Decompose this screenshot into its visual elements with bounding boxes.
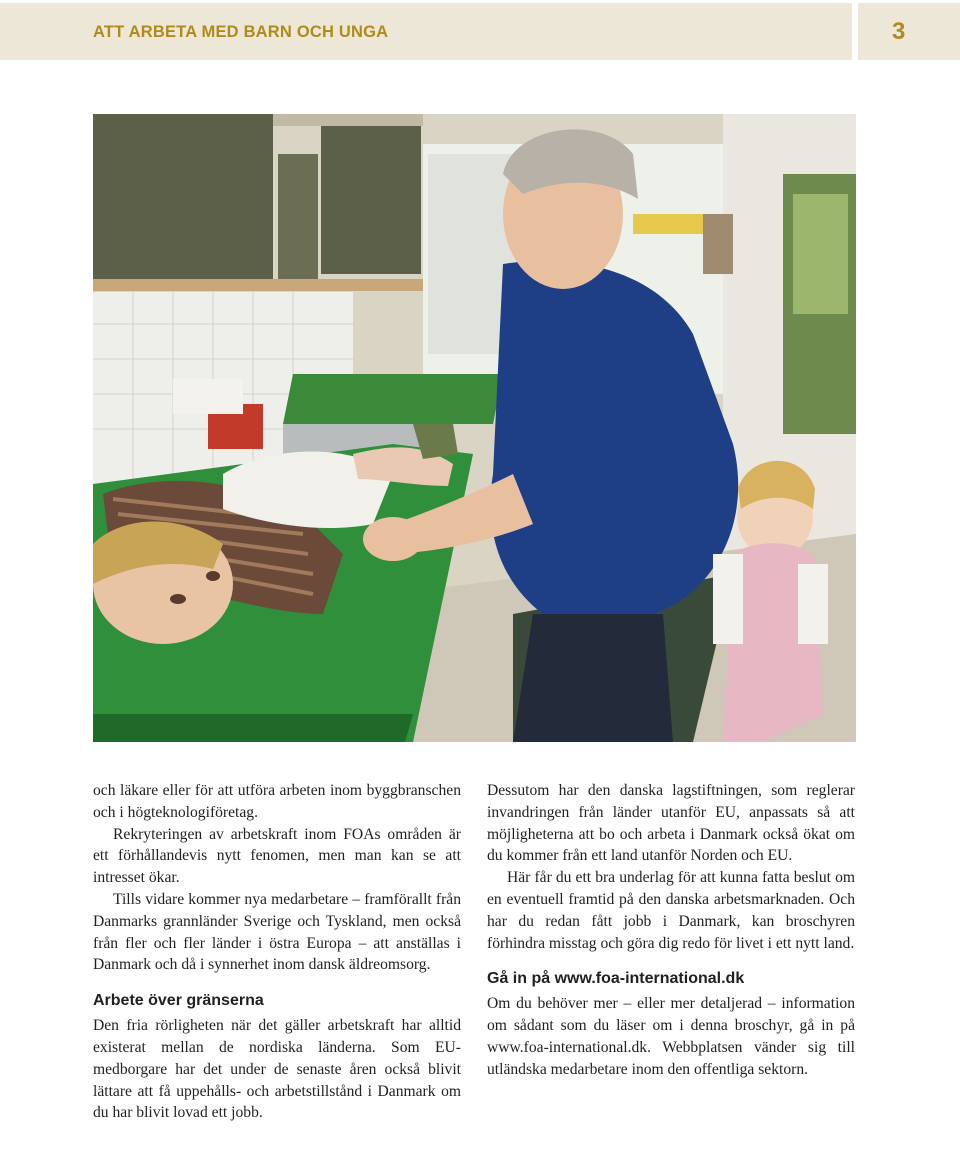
header-title: ATT ARBETA MED BARN OCH UNGA <box>93 23 389 41</box>
left-paragraph-4: Den fria rörligheten när det gäller arbetskraft har alltid existerat mellan de nordiska länderna. Som EU-medborgare har det under de senaste åren också blivit lättare att få uppehålls- och arbetstillstånd i Danmark om du har blivit lovad ett jobb. <box>93 1017 461 1122</box>
right-column <box>487 780 855 1081</box>
right-paragraph-2: Här får du ett bra underlag för att kunna fatta beslut om en eventuell framtid på den danska arbetsmarknaden. Och har du redan fått jobb i Danmark, kan broschyren förhindra misstag och göra dig redo för livet i ett nytt land. <box>487 869 855 952</box>
section-heading-website: Gå in på www.foa-international.dk <box>487 970 745 988</box>
section-heading-cross-border: Arbete över gränserna <box>93 992 264 1010</box>
right-paragraph-3: Om du behöver mer – eller mer detaljerad – information om sådant som du läser om i denna broschyr, gå in på www.foa-international.dk. Webbplatsen vänder sig till utländska medarbetare inom den offentliga sektorn. <box>487 995 855 1078</box>
left-paragraph-1: och läkare eller för att utföra arbeten inom byggbranschen och i högteknologiföretag. <box>93 782 461 821</box>
photo <box>93 114 856 742</box>
left-paragraph-3: Tills vidare kommer nya medarbetare – framförallt från Danmarks grannländer Sverige och Tyskland, men också från fler och fler länder i östra Europa – att anställas i Danmark och då i synnerhet inom dansk äldreomsorg. <box>93 890 461 974</box>
page-number: 3 <box>892 18 906 45</box>
page-number-box <box>858 3 960 60</box>
left-paragraph-2: Rekryteringen av arbetskraft inom FOAs områden är ett förhållandevis nytt fenomen, men man kan se att intresset ökar. <box>93 825 461 887</box>
left-column <box>93 780 461 1124</box>
right-paragraph-1: Dessutom har den danska lagstiftningen, som reglerar invandringen från länder utanför EU, anpassats så att möjligheterna att bo och arbeta i Danmark också ökat om du kommer från ett land utanför Norden och EU. <box>487 782 855 865</box>
